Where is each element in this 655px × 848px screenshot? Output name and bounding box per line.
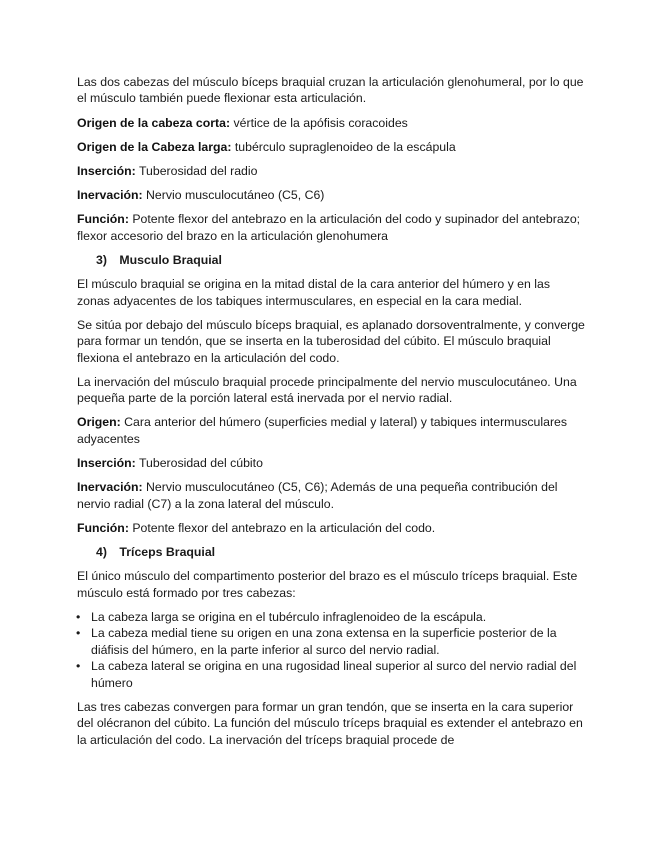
intro-paragraph: Las dos cabezas del músculo bíceps braquial cruzan la articulación glenohumeral, por lo que el músculo también puede flexionar esta articulación. [77,75,584,106]
fact-value: Tuberosidad del cúbito [135,456,263,471]
list-item [77,609,585,625]
fact-label: Inserción: [77,456,136,471]
fact-label: Función: [77,212,129,227]
brachialis-paragraph: El músculo braquial se origina en la mitad distal de la cara anterior del húmero y en las zonas adyacentes de los tabiques intermusculares, en especial en la cara medial. [77,277,550,308]
fact-value: vértice de la apófisis coracoides [230,115,408,130]
brachialis-paragraph: Se sitúa por debajo del músculo bíceps braquial, es aplanado dorsoventralmente, y converge para formar un tendón, que se inserta en la tuberosidad del cúbito. El músculo braquial flexiona el antebrazo en la articulación del codo. [77,317,585,365]
fact-label: Origen de la Cabeza larga: [77,139,232,154]
fact-value: Cara anterior del húmero (superficies medial y lateral) y tabiques intermusculares adyacentes [77,415,568,446]
fact-value: Nervio musculocutáneo (C5, C6); Además de una pequeña contribución del nervio radial (C7) a la zona lateral del músculo. [77,480,558,511]
fact-value: Potente flexor del antebrazo en la articulación del codo. [128,520,436,535]
brachialis-innervation [77,479,585,512]
bullet-icon: • [76,626,81,641]
fact-label: Origen: [77,415,121,430]
bullet-icon: • [76,659,81,674]
fact-label: Inserción: [77,164,136,179]
fact-value: tubérculo supraglenoideo de la escápula [231,139,456,154]
triceps-heads-list [77,609,585,691]
section-title: Tríceps Braquial [119,545,216,560]
list-item [77,625,585,658]
list-item [77,658,585,691]
fact-value: Potente flexor del antebrazo en la articulación del codo y supinador del antebrazo; flexor accesorio del brazo en la articulación glenohumera [77,212,581,243]
section-number: 3) [96,253,107,268]
section-number: 4) [96,545,107,560]
fact-value: Nervio musculocutáneo (C5, C6) [142,188,325,203]
list-item-text: La cabeza medial tiene su origen en una zona extensa en la superficie posterior de la diáfisis del húmero, en la parte inferior al surco del nervio radial. [91,626,557,657]
list-item-text: La cabeza larga se origina en el tubérculo infraglenoideo de la escápula. [91,609,487,624]
biceps-innervation [77,187,585,203]
biceps-short-head-origin [77,115,585,131]
brachialis-paragraph: La inervación del músculo braquial procede principalmente del nervio musculocutáneo. Una pequeña parte de la porción lateral está inervada por el nervio radial. [77,374,577,406]
fact-label: Inervación: [77,480,143,495]
triceps-intro-paragraph: El único músculo del compartimento posterior del brazo es el músculo tríceps braquial. Este músculo está formado por tres cabezas: [77,569,578,600]
fact-value: Tuberosidad del radio [135,164,258,179]
section-title: Musculo Braquial [119,253,222,268]
section-3-heading [96,252,585,268]
fact-label: Inervación: [77,188,143,203]
brachialis-origin [77,414,585,447]
biceps-insertion [77,163,585,179]
fact-label: Función: [77,520,129,535]
triceps-closing-paragraph: Las tres cabezas convergen para formar un gran tendón, que se inserta en la cara superior del olécranon del cúbito. La función del músculo tríceps braquial es extender el antebrazo en la articulación del codo. La inervación del tríceps braquial procede de [77,699,583,747]
section-4-heading [96,544,585,560]
brachialis-function [77,520,585,536]
fact-label: Origen de la cabeza corta: [77,115,231,130]
biceps-long-head-origin [77,139,585,155]
biceps-function [77,211,585,244]
brachialis-insertion [77,455,585,471]
list-item-text: La cabeza lateral se origina en una rugosidad lineal superior al surco del nervio radial del húmero [91,659,577,690]
bullet-icon: • [76,609,81,624]
